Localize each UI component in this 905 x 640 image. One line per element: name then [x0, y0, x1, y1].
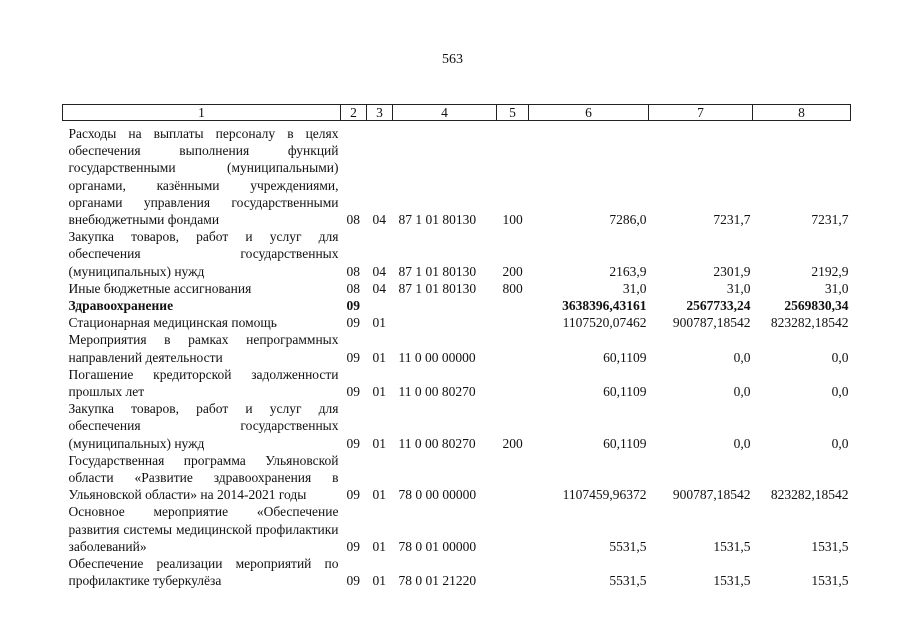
table-row: [63, 452, 851, 504]
row-subsection: 04: [372, 263, 386, 279]
row-expense-type: [497, 314, 529, 331]
row-name: Расходы на выплаты персоналу в целях обеспечения выполнения функций государственными (муниципальными) органами, казёнными учреждениями, органами управления государственными внебюджетными фондами: [68, 126, 339, 228]
header-col-8: 8: [753, 105, 851, 121]
row-value-col6: 60,1109: [603, 349, 647, 365]
table-row: [63, 280, 851, 297]
row-target-article: 87 1 01 80130: [398, 280, 477, 296]
row-value-col6: 5531,5: [609, 573, 647, 589]
header-row: [63, 105, 851, 121]
table-row: [63, 121, 851, 229]
row-name: Государственная программа Ульяновской области «Развитие здравоохранения в Ульяновской области» на 2014-2021 годы: [68, 452, 339, 503]
row-target-article: 11 0 00 00000: [398, 349, 476, 365]
row-name: Погашение кредиторской задолженности прошлых лет: [68, 366, 339, 400]
row-value-col8: 31,0: [824, 280, 849, 296]
header-col-6: 6: [529, 105, 649, 121]
table-row: [63, 314, 851, 331]
row-target-article: 78 0 01 00000: [398, 538, 477, 554]
row-value-col7: 0,0: [733, 349, 751, 365]
row-expense-type: 100: [502, 212, 523, 228]
row-value-col7: 1531,5: [713, 573, 751, 589]
row-name: Закупка товаров, работ и услуг для обеспечения государственных (муниципальных) нужд: [68, 401, 339, 451]
header-col-1: 1: [63, 105, 341, 121]
row-section: 09: [346, 315, 360, 331]
row-value-col6: 1107459,96372: [562, 487, 647, 503]
row-value-col6: 31,0: [622, 280, 647, 296]
table-header: [63, 105, 851, 121]
row-subsection: 01: [372, 435, 386, 451]
row-value-col7: 900787,18542: [672, 315, 751, 331]
row-section: 08: [346, 280, 360, 296]
row-value-col7: 31,0: [726, 280, 751, 296]
row-name: Стационарная медицинская помощь: [68, 315, 277, 331]
row-value-col7: 900787,18542: [672, 487, 751, 503]
row-section: 09: [346, 349, 360, 365]
row-value-col6: 3638396,43161: [562, 298, 647, 314]
row-value-col8: 1531,5: [811, 538, 849, 554]
row-expense-type: [497, 555, 529, 589]
row-subsection: 01: [372, 538, 386, 554]
row-subsection: 04: [372, 280, 386, 296]
row-subsection: 01: [372, 487, 386, 503]
row-section: 09: [346, 487, 360, 503]
row-value-col7: 1531,5: [713, 538, 751, 554]
row-value-col8: 2192,9: [811, 263, 849, 279]
row-section: 09: [346, 538, 360, 554]
row-target-article: 87 1 01 80130: [398, 263, 477, 279]
row-name: Основное мероприятие «Обеспечение развития системы медицинской профилактики заболеваний»: [68, 504, 339, 554]
row-section: 08: [346, 263, 360, 279]
row-value-col7: 0,0: [733, 384, 751, 400]
row-target-article: 78 0 01 21220: [398, 573, 477, 589]
row-target-article: 78 0 00 00000: [398, 487, 477, 503]
header-col-7: 7: [649, 105, 753, 121]
row-subsection: 04: [372, 212, 386, 228]
row-expense-type: [497, 331, 529, 365]
row-value-col8: 1531,5: [811, 573, 849, 589]
row-value-col6: 2163,9: [609, 263, 647, 279]
table-row: [63, 331, 851, 365]
header-col-3: 3: [367, 105, 393, 121]
table-row: [63, 503, 851, 555]
row-value-col6: 7286,0: [609, 212, 647, 228]
row-value-col7: 7231,7: [713, 212, 751, 228]
row-section: 09: [346, 298, 360, 314]
table-row: [63, 228, 851, 280]
table-body: [63, 121, 851, 590]
row-value-col7: 0,0: [733, 435, 751, 451]
table-row: [63, 400, 851, 452]
table-row: [63, 366, 851, 400]
row-subsection: 01: [372, 573, 386, 589]
table-row: [63, 555, 851, 589]
header-col-2: 2: [341, 105, 367, 121]
row-name: Здравоохранение: [68, 298, 174, 314]
row-value-col6: 5531,5: [609, 538, 647, 554]
row-name: Обеспечение реализации мероприятий по профилактике туберкулёза: [68, 556, 339, 589]
row-value-col7: 2301,9: [713, 263, 751, 279]
row-value-col8: 823282,18542: [770, 487, 849, 503]
page-number: 563: [442, 52, 463, 67]
row-value-col6: 1107520,07462: [562, 315, 647, 331]
row-expense-type: [497, 452, 529, 504]
row-subsection: 01: [372, 349, 386, 365]
row-expense-type: [497, 503, 529, 555]
row-section: 08: [346, 212, 360, 228]
row-subsection: [367, 297, 393, 314]
row-value-col8: 0,0: [831, 349, 849, 365]
row-value-col8: 0,0: [831, 435, 849, 451]
row-value-col8: 823282,18542: [770, 315, 849, 331]
row-section: 09: [346, 384, 360, 400]
header-col-5: 5: [497, 105, 529, 121]
row-name: Мероприятия в рамках непрограммных направлений деятельности: [68, 332, 339, 365]
row-target-article: [393, 297, 497, 314]
row-target-article: [393, 314, 497, 331]
row-value-col8: 2569830,34: [784, 298, 849, 314]
row-expense-type: 800: [502, 280, 523, 296]
header-col-4: 4: [393, 105, 497, 121]
row-section: 09: [346, 573, 360, 589]
row-name: Закупка товаров, работ и услуг для обеспечения государственных (муниципальных) нужд: [68, 229, 339, 279]
row-target-article: 87 1 01 80130: [398, 212, 477, 228]
row-subsection: 01: [372, 315, 386, 331]
row-expense-type: [497, 297, 529, 314]
row-expense-type: [497, 366, 529, 400]
row-name: Иные бюджетные ассигнования: [68, 280, 252, 296]
row-expense-type: 200: [502, 435, 523, 451]
row-value-col7: 2567733,24: [686, 298, 751, 314]
table-row: [63, 297, 851, 314]
row-target-article: 11 0 00 80270: [398, 435, 476, 451]
row-section: 09: [346, 435, 360, 451]
row-target-article: 11 0 00 80270: [398, 384, 476, 400]
row-value-col8: 7231,7: [811, 212, 849, 228]
row-value-col6: 60,1109: [603, 384, 647, 400]
row-value-col6: 60,1109: [603, 435, 647, 451]
row-expense-type: 200: [502, 263, 523, 279]
budget-table: [62, 104, 851, 589]
row-value-col8: 0,0: [831, 384, 849, 400]
row-subsection: 01: [372, 384, 386, 400]
